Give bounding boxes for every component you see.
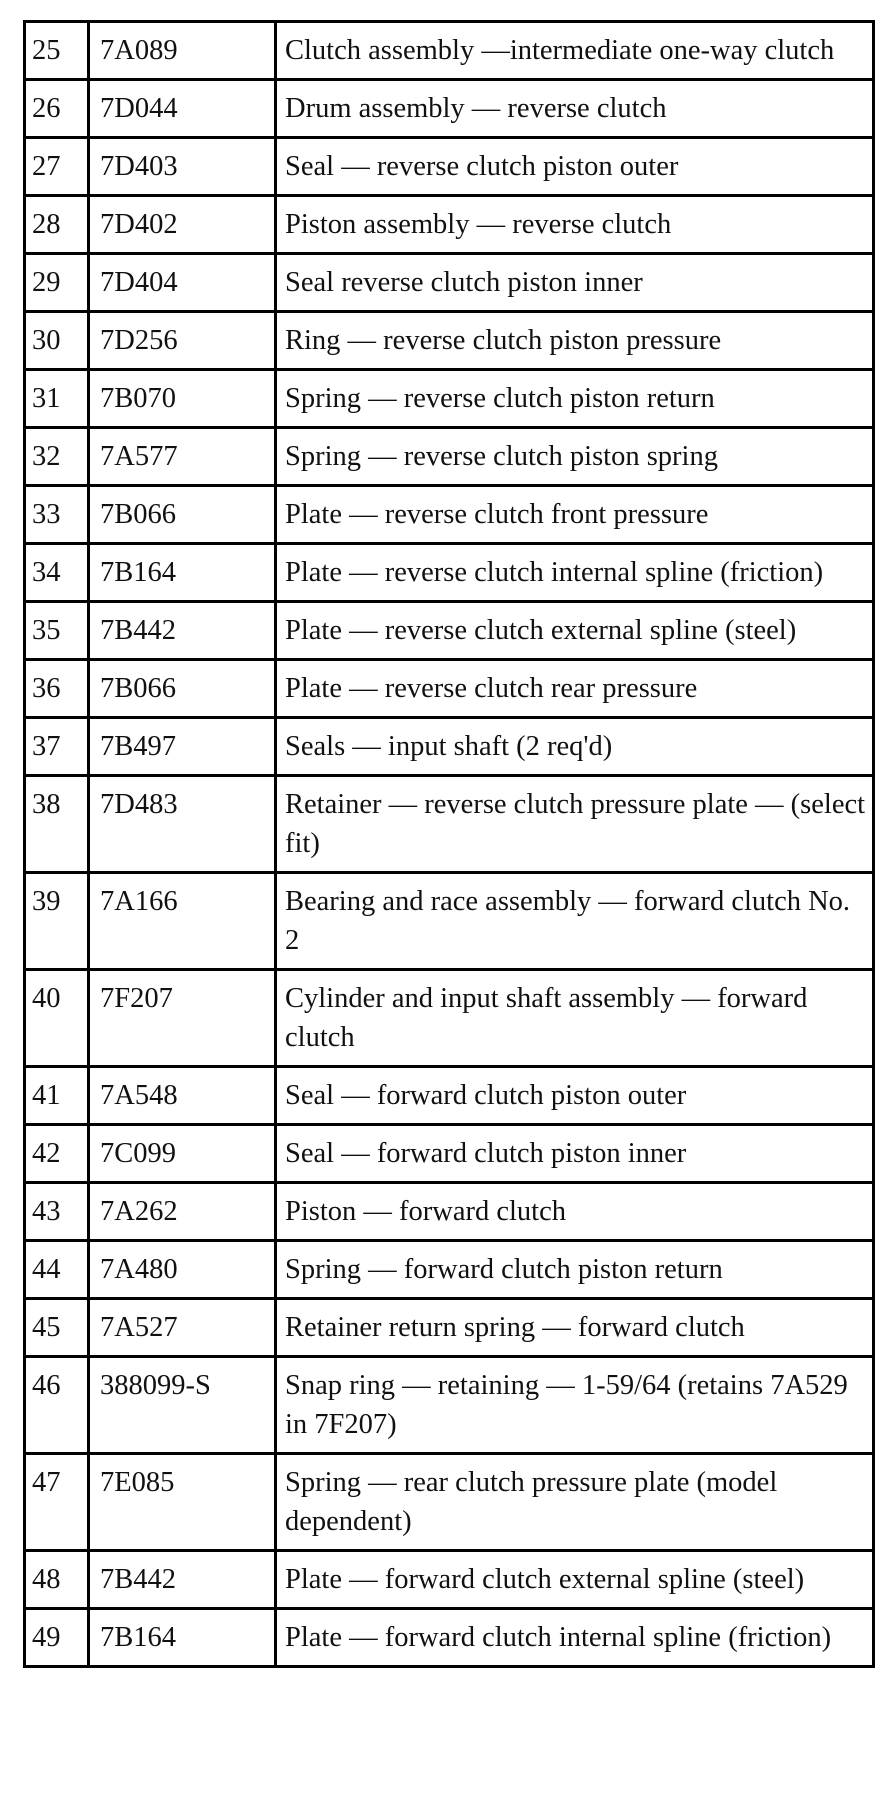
part-description: Retainer — reverse clutch pressure plate — (select fit) [276, 776, 874, 873]
part-description: Plate — reverse clutch rear pressure [276, 660, 874, 718]
part-number: 7D044 [89, 80, 276, 138]
part-number: 7A089 [89, 22, 276, 80]
table-row [25, 602, 874, 660]
part-number: 7F207 [89, 970, 276, 1067]
part-number: 7B497 [89, 718, 276, 776]
part-description: Snap ring — retaining — 1-59/64 (retains 7A529 in 7F207) [276, 1357, 874, 1454]
table-row [25, 1357, 874, 1454]
table-row [25, 370, 874, 428]
table-row [25, 254, 874, 312]
item-number: 41 [25, 1067, 89, 1125]
part-number: 7B442 [89, 1551, 276, 1609]
part-description: Spring — reverse clutch piston spring [276, 428, 874, 486]
table-row [25, 1299, 874, 1357]
table-row [25, 718, 874, 776]
item-number: 38 [25, 776, 89, 873]
part-description: Plate — reverse clutch external spline (steel) [276, 602, 874, 660]
table-row [25, 1551, 874, 1609]
table-row [25, 873, 874, 970]
table-row [25, 1125, 874, 1183]
part-description: Bearing and race assembly — forward clutch No. 2 [276, 873, 874, 970]
item-number: 36 [25, 660, 89, 718]
table-row [25, 1183, 874, 1241]
part-number: 7B442 [89, 602, 276, 660]
table-row [25, 428, 874, 486]
part-number: 388099-S [89, 1357, 276, 1454]
part-description: Seal reverse clutch piston inner [276, 254, 874, 312]
item-number: 42 [25, 1125, 89, 1183]
part-number: 7D403 [89, 138, 276, 196]
item-number: 32 [25, 428, 89, 486]
item-number: 46 [25, 1357, 89, 1454]
part-description: Spring — rear clutch pressure plate (model dependent) [276, 1454, 874, 1551]
part-description: Spring — reverse clutch piston return [276, 370, 874, 428]
part-description: Plate — forward clutch external spline (steel) [276, 1551, 874, 1609]
item-number: 37 [25, 718, 89, 776]
part-number: 7D483 [89, 776, 276, 873]
table-row [25, 196, 874, 254]
item-number: 47 [25, 1454, 89, 1551]
item-number: 31 [25, 370, 89, 428]
item-number: 44 [25, 1241, 89, 1299]
part-description: Seals — input shaft (2 req'd) [276, 718, 874, 776]
part-description: Cylinder and input shaft assembly — forward clutch [276, 970, 874, 1067]
part-description: Plate — reverse clutch front pressure [276, 486, 874, 544]
item-number: 28 [25, 196, 89, 254]
table-row [25, 660, 874, 718]
part-number: 7B066 [89, 660, 276, 718]
item-number: 30 [25, 312, 89, 370]
item-number: 27 [25, 138, 89, 196]
parts-table-body [25, 22, 874, 1667]
part-number: 7B066 [89, 486, 276, 544]
part-number: 7A577 [89, 428, 276, 486]
part-number: 7A166 [89, 873, 276, 970]
table-row [25, 1067, 874, 1125]
part-number: 7B164 [89, 544, 276, 602]
part-description: Ring — reverse clutch piston pressure [276, 312, 874, 370]
table-row [25, 776, 874, 873]
part-number: 7D256 [89, 312, 276, 370]
item-number: 48 [25, 1551, 89, 1609]
part-description: Plate — forward clutch internal spline (friction) [276, 1609, 874, 1667]
part-description: Spring — forward clutch piston return [276, 1241, 874, 1299]
part-description: Piston assembly — reverse clutch [276, 196, 874, 254]
table-row [25, 312, 874, 370]
item-number: 49 [25, 1609, 89, 1667]
part-number: 7A480 [89, 1241, 276, 1299]
part-number: 7A548 [89, 1067, 276, 1125]
part-description: Seal — reverse clutch piston outer [276, 138, 874, 196]
part-number: 7D402 [89, 196, 276, 254]
part-description: Seal — forward clutch piston inner [276, 1125, 874, 1183]
part-number: 7B070 [89, 370, 276, 428]
table-row [25, 544, 874, 602]
item-number: 35 [25, 602, 89, 660]
part-description: Seal — forward clutch piston outer [276, 1067, 874, 1125]
part-number: 7B164 [89, 1609, 276, 1667]
part-description: Drum assembly — reverse clutch [276, 80, 874, 138]
table-row [25, 1609, 874, 1667]
part-description: Plate — reverse clutch internal spline (friction) [276, 544, 874, 602]
item-number: 39 [25, 873, 89, 970]
table-row [25, 1241, 874, 1299]
table-row [25, 138, 874, 196]
part-number: 7C099 [89, 1125, 276, 1183]
part-number: 7A527 [89, 1299, 276, 1357]
item-number: 33 [25, 486, 89, 544]
part-number: 7D404 [89, 254, 276, 312]
item-number: 26 [25, 80, 89, 138]
part-number: 7A262 [89, 1183, 276, 1241]
part-description: Clutch assembly —intermediate one-way clutch [276, 22, 874, 80]
table-row [25, 22, 874, 80]
parts-table [23, 20, 875, 1668]
item-number: 29 [25, 254, 89, 312]
part-number: 7E085 [89, 1454, 276, 1551]
item-number: 45 [25, 1299, 89, 1357]
item-number: 43 [25, 1183, 89, 1241]
part-description: Retainer return spring — forward clutch [276, 1299, 874, 1357]
table-row [25, 80, 874, 138]
item-number: 40 [25, 970, 89, 1067]
table-row [25, 970, 874, 1067]
item-number: 25 [25, 22, 89, 80]
table-row [25, 486, 874, 544]
item-number: 34 [25, 544, 89, 602]
table-row [25, 1454, 874, 1551]
part-description: Piston — forward clutch [276, 1183, 874, 1241]
